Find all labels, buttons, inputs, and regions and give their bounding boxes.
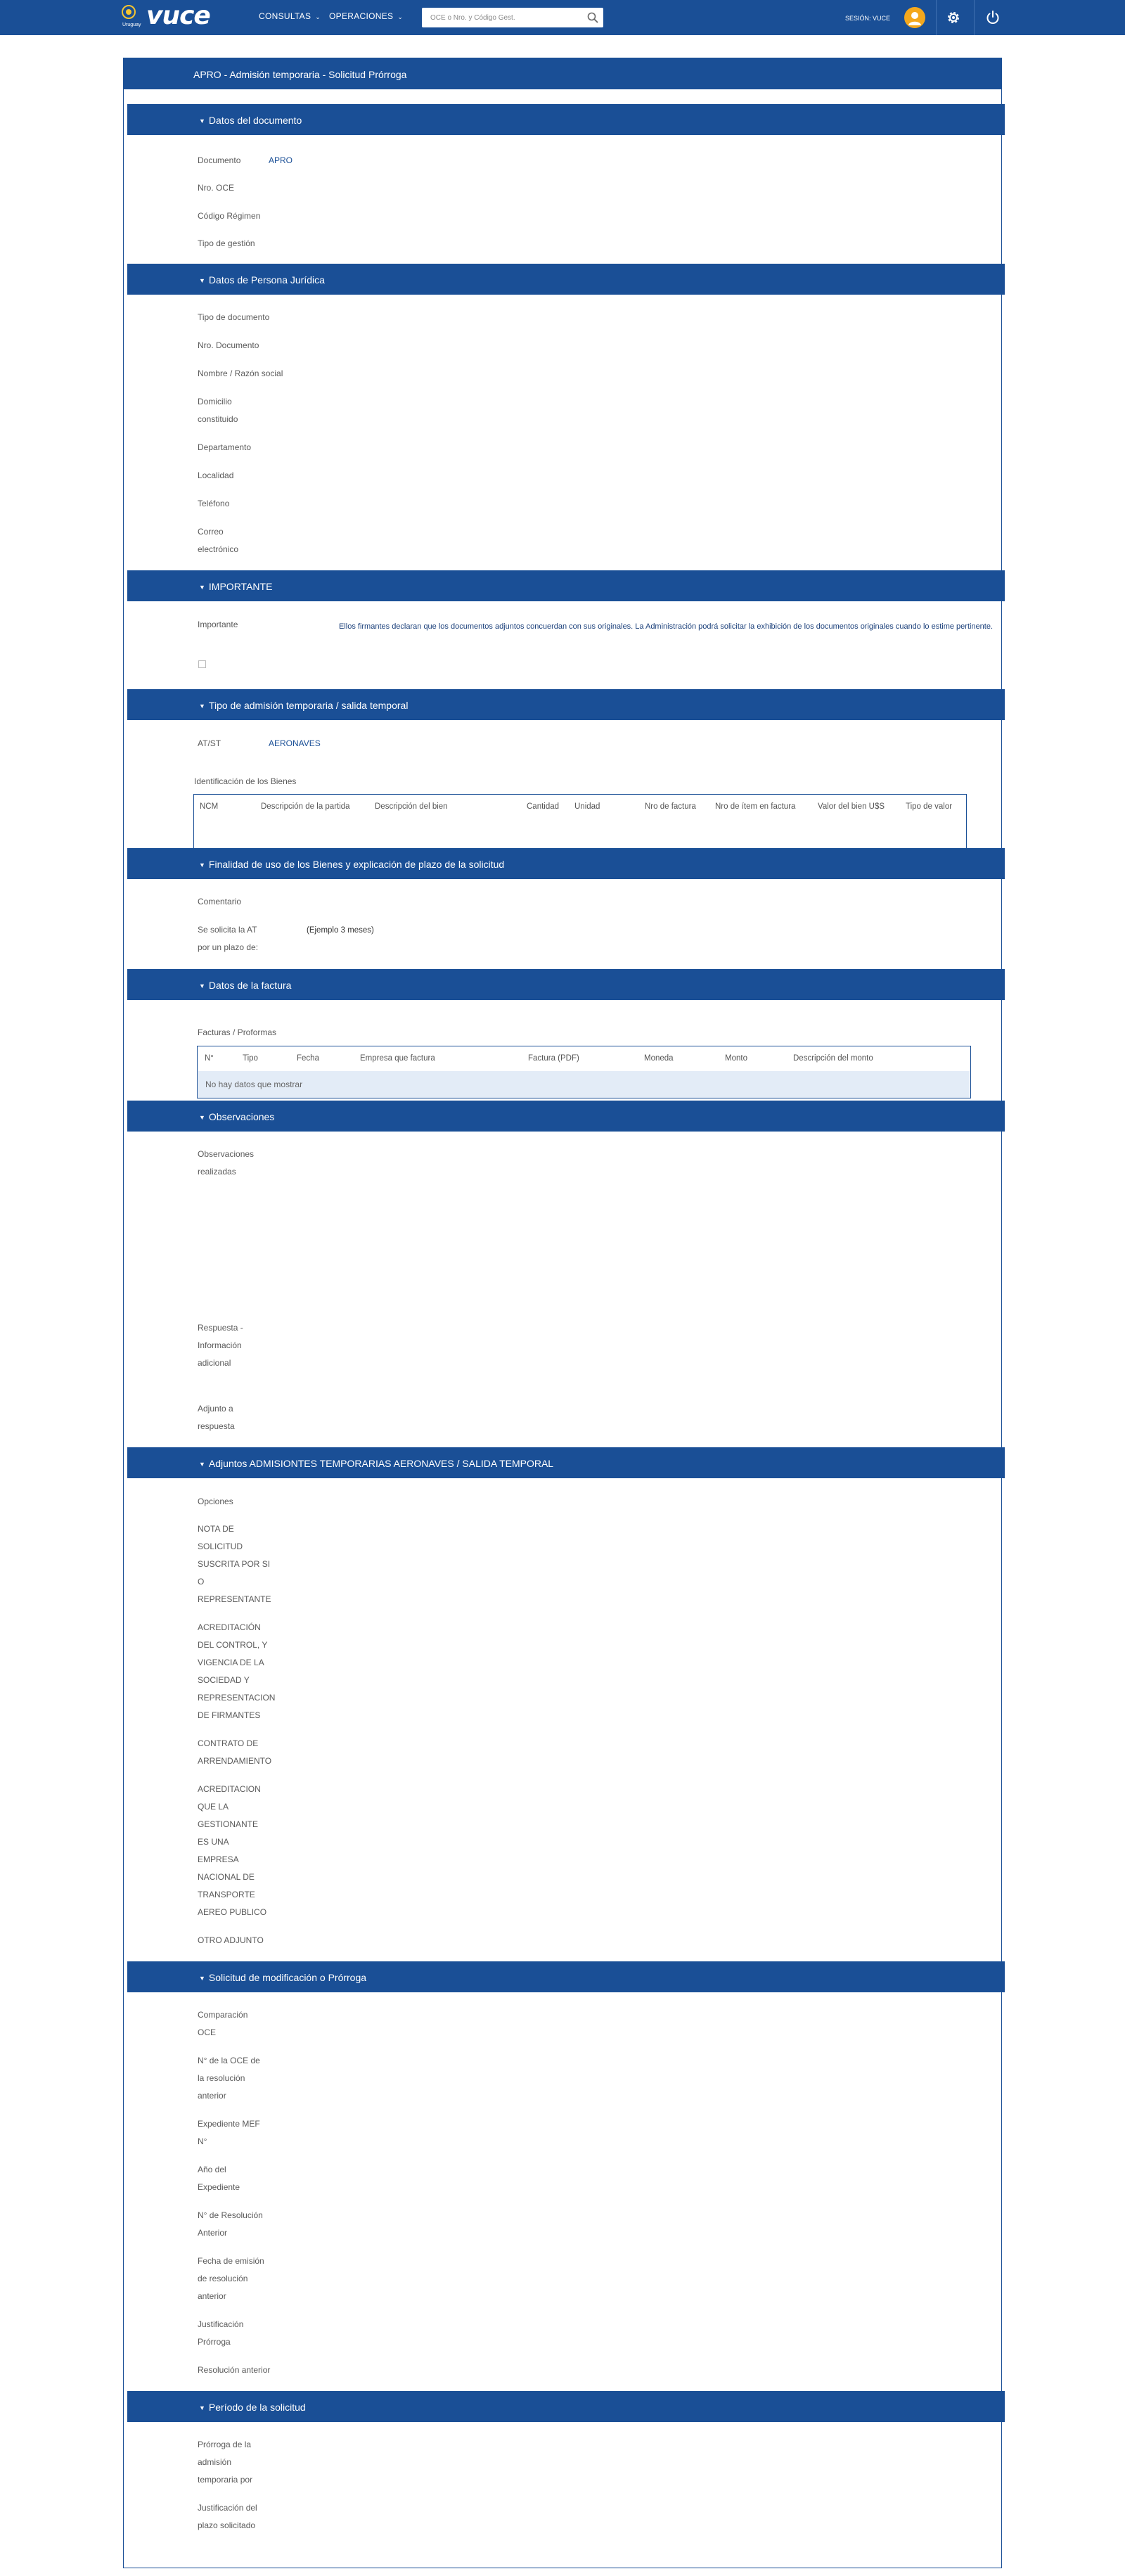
adjunto-empresa-line7: TRANSPORTE — [198, 1890, 255, 1899]
label-nombre-razon-social: Nombre / Razón social — [198, 369, 283, 378]
section-title: Adjuntos ADMISIONTES TEMPORARIAS AERONAVES / SALIDA TEMPORAL — [208, 1458, 554, 1469]
label-nro-resolucion-line2: Anterior — [198, 2228, 228, 2238]
label-obs-line1: Observaciones — [198, 1149, 255, 1159]
label-tipo-documento: Tipo de documento — [198, 312, 270, 322]
label-documento: Documento — [198, 155, 241, 165]
adjunto-empresa-line1: ACREDITACION — [198, 1784, 261, 1794]
label-plazo-line2: por un plazo de: — [198, 942, 259, 952]
label-opciones: Opciones — [198, 1497, 233, 1506]
section-title: Período de la solicitud — [208, 2402, 306, 2413]
adjunto-empresa-line5: EMPRESA — [198, 1854, 239, 1864]
adjunto-contrato-line1: CONTRATO DE — [198, 1738, 259, 1748]
uruguay-emblem-icon — [121, 4, 136, 20]
col-desc-partida: Descripción de la partida — [261, 802, 350, 811]
col-tipo-valor: Tipo de valor — [906, 802, 953, 811]
section-header-observaciones[interactable] — [127, 1101, 1005, 1132]
adjunto-nota-line2: SOLICITUD — [198, 1542, 243, 1551]
adjunto-nota-line5: REPRESENTANTE — [198, 1594, 271, 1604]
label-at-st: AT/ST — [198, 738, 221, 748]
caret-down-icon: ▼ — [199, 1975, 205, 1982]
label-plazo-line1: Se solicita la AT — [198, 925, 257, 935]
label-domicilio-line2: constituido — [198, 414, 238, 424]
power-icon[interactable] — [984, 9, 1001, 26]
col-tipo: Tipo — [243, 1054, 258, 1063]
col-fecha: Fecha — [297, 1054, 319, 1063]
section-header-periodo[interactable] — [127, 2391, 1005, 2422]
nav-operaciones[interactable] — [329, 11, 403, 21]
label-resolucion-anterior: Resolución anterior — [198, 2365, 271, 2375]
section-header-modificacion[interactable] — [127, 1961, 1005, 1992]
vuce-logo[interactable] — [121, 3, 233, 32]
adjunto-contrato-line2: ARRENDAMIENTO — [198, 1756, 272, 1766]
importante-declaration: Ellos firmantes declaran que los documentos adjuntos concuerdan con sus originales. La Administración podrá solicitar la exhibición de los documentos originales cuando lo estime pertinente. — [339, 622, 994, 631]
adjunto-acred-line2: DEL CONTROL, Y — [198, 1640, 268, 1650]
col-nro-item: Nro de ítem en factura — [715, 802, 796, 811]
chevron-down-icon: ⌄ — [397, 13, 404, 20]
section-header-documento[interactable] — [127, 104, 1005, 135]
label-nro-oce-res-line3: anterior — [198, 2091, 226, 2101]
label-telefono: Teléfono — [198, 499, 230, 508]
label-justif-plazo-line2: plazo solicitado — [198, 2520, 256, 2530]
adjunto-empresa-line2: QUE LA — [198, 1802, 229, 1812]
label-adj-line1: Adjunto a — [198, 1404, 233, 1414]
label-resp-line2: Información — [198, 1340, 242, 1350]
facturas-table-title: Facturas / Proformas — [198, 1027, 277, 1037]
nav-consultas-label: CONSULTAS — [259, 11, 311, 21]
section-title: Observaciones — [208, 1111, 275, 1122]
label-prorroga-line2: admisión — [198, 2457, 232, 2467]
label-justificacion-line2: Prórroga — [198, 2337, 231, 2347]
importante-checkbox[interactable] — [198, 660, 206, 668]
section-title: Finalidad de uso de los Bienes y explicación de plazo de la solicitud — [208, 859, 505, 870]
col-moneda: Moneda — [644, 1054, 674, 1063]
label-adj-line2: respuesta — [198, 1421, 235, 1431]
adjunto-empresa-line6: NACIONAL DE — [198, 1872, 255, 1882]
caret-down-icon: ▼ — [199, 584, 205, 591]
col-monto: Monto — [725, 1054, 747, 1063]
adjunto-acred-line1: ACREDITACIÓN — [198, 1622, 261, 1632]
label-comparacion-line2: OCE — [198, 2027, 217, 2037]
adjunto-nota-line4: O — [198, 1577, 205, 1587]
section-header-factura[interactable] — [127, 969, 1005, 1000]
col-factura-pdf: Factura (PDF) — [528, 1054, 579, 1063]
nav-consultas[interactable] — [259, 11, 321, 21]
divider — [974, 0, 975, 35]
adjunto-acred-line4: SOCIEDAD Y — [198, 1675, 250, 1685]
label-comentario: Comentario — [198, 897, 242, 906]
label-nro-oce-res-line1: N° de la OCE de — [198, 2056, 260, 2065]
section-header-importante[interactable] — [127, 570, 1005, 601]
gear-icon[interactable] — [945, 9, 962, 26]
caret-down-icon: ▼ — [199, 117, 205, 124]
page-panel — [123, 58, 1002, 2568]
label-comparacion-line1: Comparación — [198, 2010, 248, 2020]
chevron-down-icon: ⌄ — [315, 13, 321, 20]
value-at-st: AERONAVES — [269, 738, 321, 748]
user-avatar[interactable] — [904, 7, 925, 28]
label-nro-resolucion-line1: N° de Resolución — [198, 2210, 263, 2220]
section-header-tipo-admision[interactable] — [127, 689, 1005, 720]
label-fecha-emision-line3: anterior — [198, 2291, 226, 2301]
col-numero: N° — [205, 1054, 214, 1063]
adjunto-nota-line3: SUSCRITA POR SI — [198, 1559, 271, 1569]
label-localidad: Localidad — [198, 470, 234, 480]
caret-down-icon: ▼ — [199, 277, 205, 284]
empty-row — [198, 1071, 970, 1098]
section-header-adjuntos[interactable] — [127, 1447, 1005, 1478]
caret-down-icon: ▼ — [199, 2404, 205, 2411]
caret-down-icon: ▼ — [199, 1461, 205, 1468]
label-expediente-line1: Expediente MEF — [198, 2119, 260, 2129]
user-icon — [904, 7, 925, 28]
section-title: Solicitud de modificación o Prórroga — [208, 1972, 367, 1983]
label-domicilio-line1: Domicilio — [198, 397, 232, 406]
bienes-table-title: Identificación de los Bienes — [194, 776, 297, 786]
nav-operaciones-label: OPERACIONES — [329, 11, 394, 21]
label-obs-line2: realizadas — [198, 1167, 236, 1177]
adjunto-acred-line5: REPRESENTACION — [198, 1693, 276, 1703]
adjunto-nota-line1: NOTA DE — [198, 1524, 234, 1534]
label-justificacion-line1: Justificación — [198, 2319, 244, 2329]
col-unidad: Unidad — [574, 802, 600, 811]
caret-down-icon: ▼ — [199, 1114, 205, 1121]
label-nro-oce: Nro. OCE — [198, 183, 235, 193]
empty-text: No hay datos que mostrar — [205, 1079, 303, 1089]
col-empresa: Empresa que factura — [360, 1054, 435, 1063]
search-box — [422, 8, 603, 27]
label-departamento: Departamento — [198, 442, 252, 452]
label-fecha-emision-line1: Fecha de emisión — [198, 2256, 264, 2266]
label-tipo-gestion: Tipo de gestión — [198, 238, 255, 248]
value-documento: APRO — [269, 155, 293, 165]
label-justif-plazo-line1: Justificación del — [198, 2503, 257, 2513]
label-anio-line1: Año del — [198, 2165, 226, 2174]
label-prorroga-line3: temporaria por — [198, 2475, 253, 2485]
col-desc-bien: Descripción del bien — [375, 802, 448, 811]
plazo-hint: (Ejemplo 3 meses) — [307, 926, 374, 935]
label-anio-line2: Expediente — [198, 2182, 240, 2192]
logo-wordmark: vuce — [146, 1, 210, 30]
caret-down-icon: ▼ — [199, 982, 205, 989]
divider — [936, 0, 937, 35]
bienes-table — [193, 794, 967, 849]
session-label: SESIÓN: VUCE — [845, 15, 891, 22]
label-correo-line2: electrónico — [198, 544, 239, 554]
label-nro-oce-res-line2: la resolución — [198, 2073, 245, 2083]
label-nro-documento: Nro. Documento — [198, 340, 259, 350]
adjunto-empresa-line8: AEREO PUBLICO — [198, 1907, 267, 1917]
search-input[interactable] — [422, 8, 584, 27]
search-icon[interactable] — [586, 11, 599, 24]
label-expediente-line2: N° — [198, 2136, 207, 2146]
section-header-persona[interactable] — [127, 264, 1005, 295]
adjunto-otro: OTRO ADJUNTO — [198, 1935, 264, 1945]
section-title: Tipo de admisión temporaria / salida temporal — [208, 700, 409, 711]
adjunto-acred-line6: DE FIRMANTES — [198, 1710, 261, 1720]
col-ncm: NCM — [200, 802, 219, 811]
top-bar — [0, 0, 1125, 35]
label-prorroga-line1: Prórroga de la — [198, 2440, 252, 2449]
label-correo-line1: Correo — [198, 527, 224, 537]
col-nro-factura: Nro de factura — [645, 802, 696, 811]
col-valor-bien: Valor del bien U$S — [818, 802, 885, 811]
label-resp-line3: adicional — [198, 1358, 231, 1368]
logo-country: Uruguay — [122, 23, 141, 27]
col-desc-monto: Descripción del monto — [793, 1054, 873, 1063]
label-fecha-emision-line2: de resolución — [198, 2274, 248, 2283]
adjunto-acred-line3: VIGENCIA DE LA — [198, 1658, 264, 1667]
section-title: Datos de la factura — [208, 980, 292, 991]
label-importante: Importante — [198, 620, 238, 629]
facturas-table — [197, 1046, 971, 1098]
section-header-finalidad[interactable] — [127, 848, 1005, 879]
caret-down-icon: ▼ — [199, 703, 205, 710]
col-cantidad: Cantidad — [527, 802, 560, 811]
page-title: APRO - Admisión temporaria - Solicitud Prórroga — [123, 58, 1002, 89]
adjunto-empresa-line3: GESTIONANTE — [198, 1819, 259, 1829]
label-codigo-regimen: Código Régimen — [198, 211, 261, 221]
adjunto-empresa-line4: ES UNA — [198, 1837, 229, 1847]
caret-down-icon: ▼ — [199, 861, 205, 869]
section-title: Datos de Persona Jurídica — [208, 274, 325, 286]
section-title: IMPORTANTE — [208, 581, 273, 592]
section-title: Datos del documento — [208, 115, 302, 126]
label-resp-line1: Respuesta - — [198, 1323, 243, 1333]
